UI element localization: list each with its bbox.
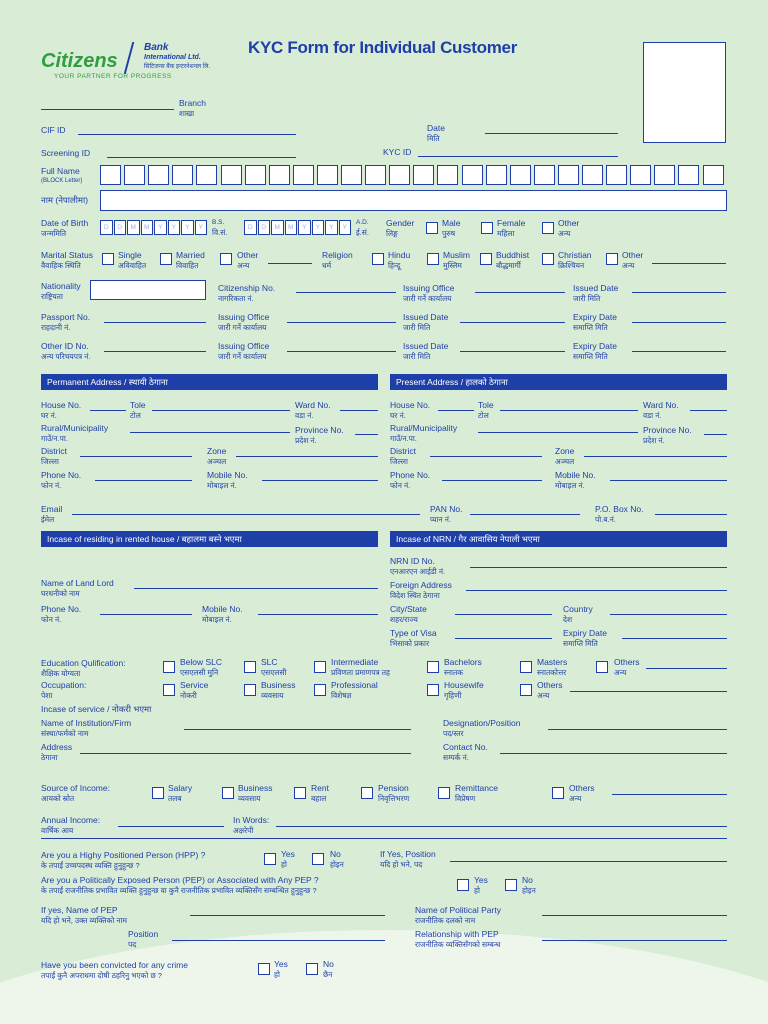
fullname-char-box[interactable] [100,165,121,185]
screening-field[interactable] [107,157,296,158]
logo-bank: Bank [144,42,169,53]
hpp-position-field[interactable] [450,861,727,862]
fullname-boxes[interactable] [100,165,727,185]
bs-label: B.S. वि.सं. [212,219,228,237]
citizenship-label: Citizenship No. नागरिकता नं. [218,283,276,303]
otherid-issuing-label: Issuing Office जारी गर्ने कार्यालय [218,341,270,361]
dob-ad-boxes[interactable] [244,220,352,235]
logo-tagline: YOUR PARTNER FOR PROGRESS [54,73,172,80]
fullname-char-box[interactable] [124,165,145,185]
occ-others-label: Others अन्य [537,680,563,700]
fullname-char-box[interactable] [558,165,579,185]
foreign-address-field[interactable] [466,590,727,591]
perm-ward-field[interactable] [340,410,378,411]
married-label: Married विवाहित [176,250,205,270]
designation-field[interactable] [548,729,727,730]
intermediate-checkbox[interactable] [314,661,326,673]
perm-district-label: District जिल्ला [41,446,67,466]
contact-label: Contact No. सम्पर्क नं. [443,742,488,762]
name-nepali-label: नाम (नेपालीमा) [41,195,89,205]
fullname-char-box[interactable] [606,165,627,185]
marital-other-label: Other अन्य [237,250,259,270]
nationality-field[interactable] [90,280,206,300]
passport-issued-label: Issued Date जारी मिति [403,312,449,332]
pres-zone-field[interactable] [584,456,727,457]
service-checkbox[interactable] [163,684,175,696]
christian-label: Christian क्रिश्चियन [558,250,592,270]
gender-other-checkbox[interactable] [542,222,554,234]
citizenship-issuing-label: Issuing Office जारी गर्ने कार्यालय [403,283,455,303]
city-label: City/State शहर/राज्य [390,604,427,624]
pres-house-field[interactable] [438,410,474,411]
in-words-label: In Words: अक्षरेपी [233,815,270,835]
fullname-label: Full Name (BLOCK Letter) [41,166,83,184]
present-address-bar: Present Address / हालको ठेगाना [390,374,727,390]
religion-other-checkbox[interactable] [606,253,618,265]
photo-box[interactable] [643,42,726,143]
kyc-field[interactable] [418,156,618,157]
fullname-char-box[interactable] [703,165,724,185]
dob-ad-digit-box[interactable]: M [271,220,284,235]
hindu-checkbox[interactable] [372,253,384,265]
otherid-expiry-label: Expiry Date समाप्ति मिति [573,341,617,361]
passport-expiry-label: Expiry Date समाप्ति मिति [573,312,617,332]
occ-others-checkbox[interactable] [520,684,532,696]
incase-service-label: Incase of service / नोकरी भएमा [41,704,152,714]
inc-business-label: Business व्यवसाय [238,783,273,803]
pres-phone-label: Phone No. फोन नं. [390,470,431,490]
buddhist-label: Buddhist बौद्धमार्गी [496,250,530,270]
perm-district-field[interactable] [80,456,192,457]
passport-label: Passport No. राहदानी नं. [41,312,91,332]
hpp-question: Are you a Highy Positioned Person (HPP) ? के तपाईं उच्चपदस्थ व्यक्ति हुनुहुन्छ ? [41,850,206,870]
female-label: Female महिला [497,218,526,238]
occ-others-field[interactable] [570,691,727,692]
passport-expiry-field[interactable] [632,322,726,323]
hindu-label: Hindu हिन्दू [388,250,411,270]
otherid-field[interactable] [104,351,206,352]
rented-house-bar: Incase of residing in rented house / बहालमा बस्ने भएमा [41,531,378,547]
below-slc-label: Below SLC एसएलसी मुनि [180,657,223,677]
work-address-field[interactable] [80,753,411,754]
date-field[interactable] [485,133,618,134]
nationality-label: Nationality राष्ट्रियता [41,281,81,301]
occ-business-label: Business व्यवसाय [261,680,296,700]
pres-mobile-field[interactable] [610,480,727,481]
below-slc-checkbox[interactable] [163,661,175,673]
dob-bs-digit-box[interactable]: D [100,220,113,235]
inc-others-label: Others अन्य [569,783,595,803]
fullname-char-box[interactable] [413,165,434,185]
pres-district-label: District जिल्ला [390,446,416,466]
muslim-label: Muslim मुस्लिम [443,250,470,270]
dob-bs-digit-box[interactable]: M [127,220,140,235]
pres-ward-label: Ward No. वडा नं. [643,400,679,420]
fullname-char-box[interactable] [245,165,266,185]
in-words-field[interactable] [276,826,727,827]
pep-no-checkbox[interactable] [505,879,517,891]
inc-business-checkbox[interactable] [222,787,234,799]
occ-business-checkbox[interactable] [244,684,256,696]
perm-phone-field[interactable] [95,480,192,481]
hpp-yes-checkbox[interactable] [264,853,276,865]
pan-label: PAN No. प्यान नं. [430,504,463,524]
crime-no-label: No छैन [323,959,334,979]
fullname-char-box[interactable] [172,165,193,185]
marital-label: Marital Status वैवाहिक स्थिति [41,250,93,270]
perm-house-label: House No. घर नं. [41,400,82,420]
inc-others-field[interactable] [612,794,727,795]
pres-tole-label: Tole टोल [478,400,494,420]
dob-bs-boxes[interactable] [100,220,208,235]
dob-ad-digit-box[interactable]: Y [312,220,325,235]
visa-label: Type of Visa भिसाको प्रकार [390,628,437,648]
female-checkbox[interactable] [481,222,493,234]
cif-label: CIF ID [41,125,66,135]
fullname-char-box[interactable] [510,165,531,185]
salary-checkbox[interactable] [152,787,164,799]
country-label: Country देश [563,604,593,624]
name-nepali-field[interactable] [100,190,727,211]
in-words-field-2[interactable] [41,838,727,839]
passport-issuing-label: Issuing Office जारी गर्ने कार्यालय [218,312,270,332]
fullname-char-box[interactable] [534,165,555,185]
perm-mobile-label: Mobile No. मोबाइल नं. [207,470,248,490]
ad-label: A.D. ई.सं. [356,219,369,237]
cif-field[interactable] [78,134,296,135]
fullname-char-box[interactable] [437,165,458,185]
logo-nepali: सिटिजन्स बैंक इन्टरनेशनल लि. [144,64,211,70]
remittance-label: Remittance विप्रेषण [455,783,498,803]
religion-other-label: Other अन्य [622,250,644,270]
housewife-checkbox[interactable] [427,684,439,696]
crime-yes-checkbox[interactable] [258,963,270,975]
edu-others-label: Others अन्य [614,657,640,677]
dob-ad-digit-box[interactable]: Y [325,220,338,235]
hpp-position-label: If Yes, Position यदि हो भने, पद [380,849,436,869]
inc-others-checkbox[interactable] [552,787,564,799]
perm-tole-field[interactable] [152,410,290,411]
fullname-char-box[interactable] [630,165,651,185]
pobox-label: P.O. Box No. पो.ब.नं. [595,504,644,524]
masters-label: Masters स्नातकोत्तर [537,657,568,677]
bachelors-checkbox[interactable] [427,661,439,673]
hpp-no-checkbox[interactable] [312,853,324,865]
pan-field[interactable] [470,514,580,515]
fullname-char-box[interactable] [269,165,290,185]
perm-house-field[interactable] [90,410,126,411]
fullname-char-box[interactable] [196,165,217,185]
fullname-char-box[interactable] [486,165,507,185]
dob-ad-digit-box[interactable]: D [258,220,271,235]
muslim-checkbox[interactable] [427,253,439,265]
city-field[interactable] [455,614,552,615]
citizenship-issued-label: Issued Date जारी मिति [573,283,619,303]
nrn-id-label: NRN ID No. एनआरएन आईडी नं. [390,556,446,576]
hpp-no-label: No होइन [330,849,344,869]
logo-international: International Ltd. [144,54,201,61]
otherid-issuing-field[interactable] [287,351,396,352]
religion-label: Religion धर्म [322,250,353,270]
otherid-issued-label: Issued Date जारी मिति [403,341,449,361]
fullname-char-box[interactable] [293,165,314,185]
fullname-char-box[interactable] [148,165,169,185]
pep-position-label: Position पद [128,929,159,949]
source-income-label: Source of Income: आयको स्रोत [41,783,110,803]
single-checkbox[interactable] [102,253,114,265]
crime-question: Have you been convicted for any crime तपाईं कुनै अपराधमा दोषी ठहरिनु भएको छ ? [41,960,188,980]
pres-district-field[interactable] [430,456,542,457]
pres-zone-label: Zone अञ्चल [555,446,575,466]
masters-checkbox[interactable] [520,661,532,673]
rent-phone-field[interactable] [100,614,192,615]
landlord-label: Name of Land Lord घरधनीको नाम [41,578,114,598]
fullname-char-box[interactable] [582,165,603,185]
hpp-yes-label: Yes हो [281,849,295,869]
gender-other-label: Other अन्य [558,218,580,238]
religion-other-field[interactable] [652,263,726,264]
citizenship-issued-field[interactable] [632,292,726,293]
institution-field[interactable] [184,729,411,730]
pep-yes-checkbox[interactable] [457,879,469,891]
fullname-char-box[interactable] [678,165,699,185]
intermediate-label: Intermediate प्रविणता प्रमाणपत्र तह [331,657,390,677]
dob-bs-digit-box[interactable]: Y [195,220,208,235]
visa-field[interactable] [455,638,552,639]
logo-slash [124,42,143,74]
perm-tole-label: Tole टोल [130,400,146,420]
pres-tole-field[interactable] [500,410,638,411]
slc-label: SLC एसएलसी [261,657,287,677]
bachelors-label: Bachelors स्नातक [444,657,482,677]
visa-expiry-field[interactable] [622,638,727,639]
otherid-issued-field[interactable] [460,351,565,352]
kyc-label: KYC ID [383,147,412,157]
occupation-label: Occupation: पेशा [41,680,87,700]
pep-position-field[interactable] [172,940,385,941]
visa-expiry-label: Expiry Date समाप्ति मिति [563,628,607,648]
pep-question: Are you a Politically Exposed Person (PEP) or Associated with Any PEP ? के तपाईं राजनीतिक प्रभावित व्यक्ति हुनुहुन्छ वा कुनै राजनीतिक प्रभावित व्यक्तिसँग सम्बन्धित हुनुहुन्छ ? [41,875,319,895]
perm-zone-field[interactable] [236,456,378,457]
branch-label: Branch शाखा [179,98,206,118]
date-label: Date मिति [427,123,445,143]
pres-house-label: House No. घर नं. [390,400,431,420]
rent-phone-label: Phone No. फोन नं. [41,604,82,624]
pension-label: Pension निवृत्तिभरण [378,783,410,803]
edu-others-checkbox[interactable] [596,661,608,673]
dob-bs-digit-box[interactable]: Y [168,220,181,235]
otherid-expiry-field[interactable] [632,351,726,352]
pres-province-field[interactable] [704,434,727,435]
fullname-char-box[interactable] [341,165,362,185]
pep-name-label: If yes, Name of PEP यदि हो भने, उक्त व्यक्तिको नाम [41,905,127,925]
pres-ward-field[interactable] [690,410,727,411]
logo-citizens: Citizens [41,50,118,72]
foreign-address-label: Foreign Address विदेश स्थित ठेगाना [390,580,452,600]
professional-label: Professional विशेषज्ञ [331,680,378,700]
rent-checkbox[interactable] [294,787,306,799]
relationship-label: Relationship with PEP राजनीतिक व्यक्तिसँगको सम्बन्ध [415,929,501,949]
perm-mobile-field[interactable] [262,480,378,481]
nrn-bar: Incase of NRN / गैर आवासिय नेपाली भएमा [390,531,727,547]
citizenship-field[interactable] [296,292,396,293]
otherid-label: Other ID No. अन्य परिचयपत्र नं. [41,341,91,361]
perm-phone-label: Phone No. फोन नं. [41,470,82,490]
annual-income-label: Annual Income: वार्षिक आय [41,815,101,835]
passport-field[interactable] [104,322,206,323]
fullname-char-box[interactable] [365,165,386,185]
marital-other-field[interactable] [268,263,312,264]
passport-issuing-field[interactable] [287,322,396,323]
contact-field[interactable] [500,753,727,754]
form-title: KYC Form for Individual Customer [248,38,518,57]
perm-rural-label: Rural/Municipality गाउँ/न.पा. [41,423,109,443]
crime-no-checkbox[interactable] [306,963,318,975]
dob-bs-digit-box[interactable]: Y [181,220,194,235]
dob-bs-digit-box[interactable]: M [141,220,154,235]
remittance-checkbox[interactable] [438,787,450,799]
male-checkbox[interactable] [426,222,438,234]
single-label: Single अविवाहित [118,250,147,270]
party-label: Name of Political Party राजनीतिक दलको नाम [415,905,501,925]
fullname-char-box[interactable] [389,165,410,185]
buddhist-checkbox[interactable] [480,253,492,265]
slc-checkbox[interactable] [244,661,256,673]
rent-mobile-field[interactable] [258,614,378,615]
screening-label: Screening ID [41,148,91,158]
salary-label: Salary तलब [168,783,193,803]
christian-checkbox[interactable] [542,253,554,265]
dob-ad-digit-box[interactable]: D [244,220,257,235]
permanent-address-bar: Permanent Address / स्थायी ठेगाना [41,374,378,390]
country-field[interactable] [610,614,727,615]
designation-label: Designation/Position पद/स्तर [443,718,521,738]
annual-income-field[interactable] [118,826,224,827]
dob-ad-digit-box[interactable]: M [285,220,298,235]
fullname-char-box[interactable] [462,165,483,185]
fullname-char-box[interactable] [317,165,338,185]
crime-yes-label: Yes हो [274,959,288,979]
edu-others-field[interactable] [646,668,727,669]
branch-field[interactable] [41,109,174,110]
dob-bs-digit-box[interactable]: D [114,220,127,235]
pres-phone-field[interactable] [442,480,542,481]
pres-rural-label: Rural/Municipality गाउँ/न.पा. [390,423,458,443]
landlord-field[interactable] [134,588,378,589]
fullname-char-box[interactable] [221,165,242,185]
dob-ad-digit-box[interactable]: Y [339,220,352,235]
perm-province-field[interactable] [355,434,378,435]
rent-mobile-label: Mobile No. मोबाइल नं. [202,604,243,624]
housewife-label: Housewife गृहिणी [444,680,484,700]
rent-label: Rent बहाल [311,783,329,803]
professional-checkbox[interactable] [314,684,326,696]
pres-rural-field[interactable] [478,432,638,433]
institution-label: Name of Institution/Firm संस्था/फर्मको नाम [41,718,132,738]
gender-label: Gender लिङ्ग [386,218,415,238]
married-checkbox[interactable] [160,253,172,265]
pres-province-label: Province No. प्रदेश नं. [643,425,692,445]
pep-yes-label: Yes हो [474,875,488,895]
email-label: Email ईमेल [41,504,63,524]
dob-label: Date of Birth जन्ममिति [41,218,89,238]
nrn-id-field[interactable] [470,567,727,568]
dob-bs-digit-box[interactable]: Y [154,220,167,235]
dob-ad-digit-box[interactable]: Y [298,220,311,235]
pres-mobile-label: Mobile No. मोबाइल नं. [555,470,596,490]
party-field[interactable] [542,915,727,916]
work-address-label: Address ठेगाना [41,742,73,762]
service-label: Service नोकरी [180,680,209,700]
passport-issued-field[interactable] [460,322,565,323]
pep-name-field[interactable] [190,915,385,916]
relationship-field[interactable] [542,940,727,941]
perm-zone-label: Zone अञ्चल [207,446,227,466]
fullname-char-box[interactable] [654,165,675,185]
perm-rural-field[interactable] [130,432,290,433]
citizenship-issuing-field[interactable] [475,292,565,293]
male-label: Male पुरुष [442,218,461,238]
education-label: Education Qulification: शैक्षिक योग्यता [41,658,126,678]
marital-other-checkbox[interactable] [220,253,232,265]
pobox-field[interactable] [655,514,727,515]
pep-no-label: No होइन [522,875,536,895]
perm-province-label: Province No. प्रदेश नं. [295,425,344,445]
perm-ward-label: Ward No. वडा नं. [295,400,331,420]
email-field[interactable] [72,514,420,515]
pension-checkbox[interactable] [361,787,373,799]
